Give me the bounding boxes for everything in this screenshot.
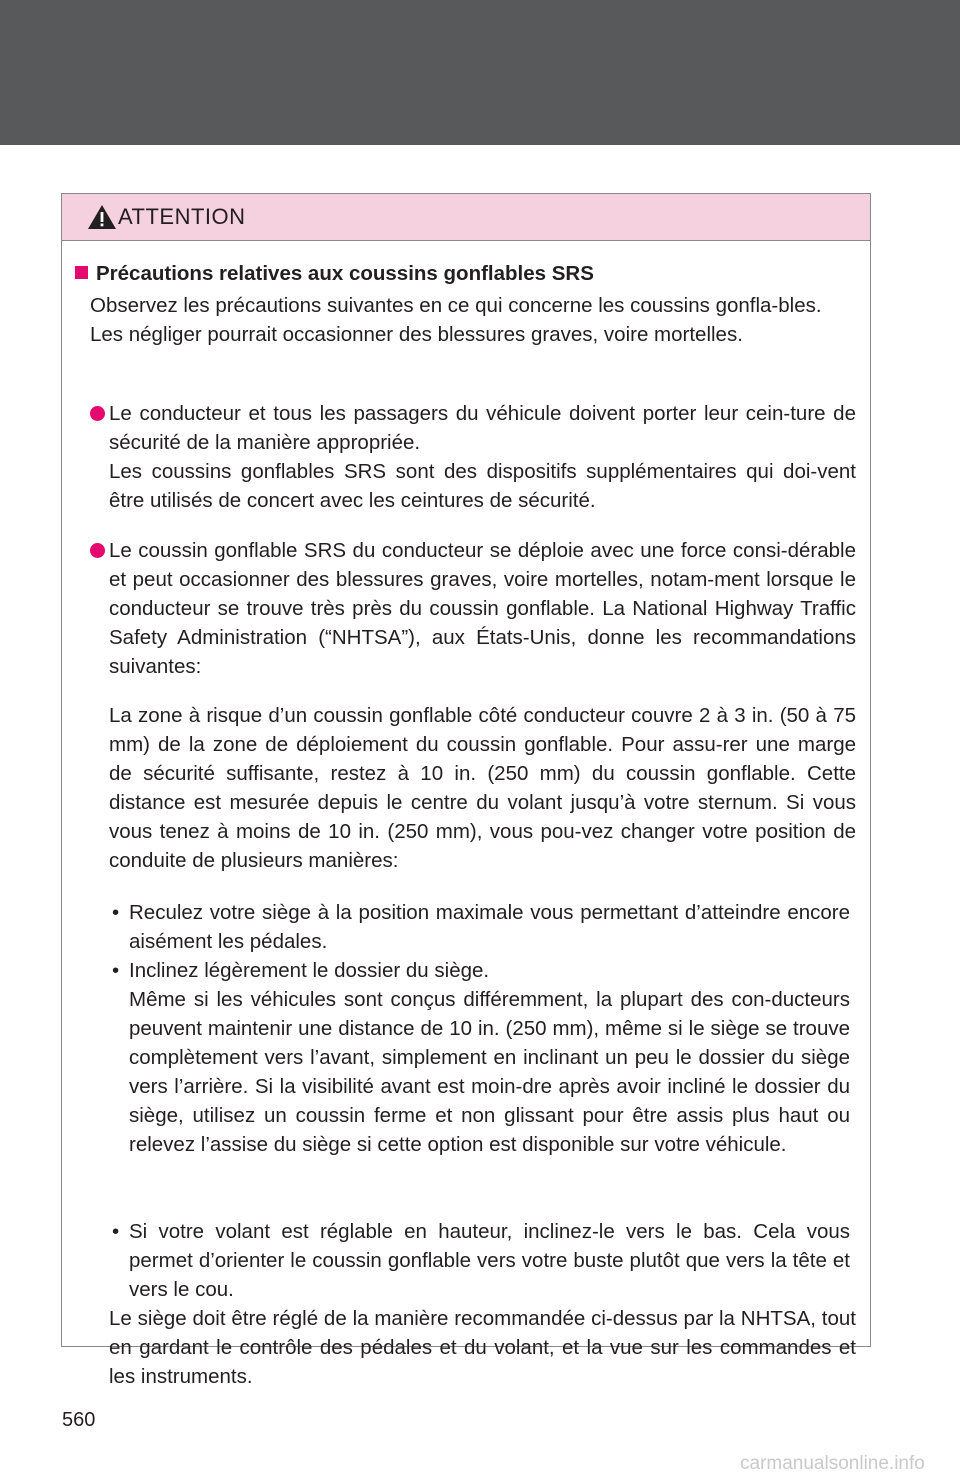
attention-content	[62, 241, 870, 1388]
pink-dot-icon	[90, 406, 105, 421]
pink-dot-icon	[90, 543, 105, 558]
section-heading	[75, 259, 594, 288]
bullet-item-2	[90, 536, 856, 681]
attention-header	[62, 194, 870, 241]
sub-item-1	[112, 898, 850, 956]
intro-paragraph	[90, 291, 856, 349]
sub-item-2-line-1: Inclinez légèrement le dossier du siège.	[129, 959, 490, 982]
intro-line-1: Observez les précautions suivantes en ce qui concerne les coussins gonfla-bles.	[90, 294, 822, 317]
top-band	[0, 0, 960, 145]
bullet-1-line-2: Les coussins gonflables SRS sont des dispositifs supplémentaires qui doi-vent être utilisés de concert avec les ceintures de sécurité.	[109, 460, 856, 512]
intro-line-2: Les négliger pourrait occasionner des blessures graves, voire mortelles.	[90, 323, 743, 346]
sub-item-2	[112, 956, 850, 1159]
bullet-item-1	[90, 399, 856, 515]
small-bullet-icon: •	[112, 901, 120, 924]
small-bullet-icon: •	[112, 959, 120, 982]
attention-title: ATTENTION	[118, 204, 246, 229]
warning-triangle-icon	[87, 204, 117, 230]
closing-paragraph: Le siège doit être réglé de la manière recommandée ci-dessus par la NHTSA, tout en gardant le contrôle des pédales et du volant, et la vue sur les commandes et les instruments.	[109, 1307, 856, 1388]
sub-item-3-text: Si votre volant est réglable en hauteur, inclinez-le vers le bas. Cela vous permet d’orienter le coussin gonflable vers votre buste plutôt que vers la tête et vers le cou.	[129, 1220, 850, 1301]
pink-square-icon	[75, 266, 88, 279]
small-bullet-icon: •	[112, 1220, 120, 1243]
sub-item-3	[112, 1217, 850, 1304]
page-number: 560	[62, 1409, 96, 1431]
watermark: carmanualsonline.info	[740, 1453, 925, 1474]
sub-item-2-line-2: Même si les véhicules sont conçus différemment, la plupart des con-ducteurs peuvent maintenir une distance de 10 in. (250 mm), même si le siège se trouve complètement vers l’avant, simplement en inclinant un peu le dossier du siège vers l’arrière. Si la visibilité avant est moin-dre après avoir incliné le dossier du siège, utilisez un coussin ferme et non glissant pour être assis plus haut ou relevez l’assise du siège si cette option est disponible sur votre véhicule.	[129, 988, 850, 1156]
section-heading-text: Précautions relatives aux coussins gonflables SRS	[96, 262, 594, 285]
zone-paragraph: La zone à risque d’un coussin gonflable côté conducteur couvre 2 à 3 in. (50 à 75 mm) de la zone de déploiement du coussin gonflable. Pour assu-rer une marge de sécurité suffisante, restez à 10 in. (250 mm) du coussin gonflable. Cette distance est mesurée depuis le centre du volant jusqu’à votre sternum. Si vous vous tenez à moins de 10 in. (250 mm), vous pou-vez changer votre position de conduite de plusieurs manières:	[109, 704, 856, 872]
sub-item-1-text: Reculez votre siège à la position maximale vous permettant d’atteindre encore aisément les pédales.	[129, 901, 850, 953]
bullet-1-line-1: Le conducteur et tous les passagers du véhicule doivent porter leur cein-ture de sécurité de la manière appropriée.	[109, 402, 856, 454]
attention-box	[61, 193, 871, 1388]
bullet-2-text: Le coussin gonflable SRS du conducteur se déploie avec une force consi-dérable et peut occasionner des blessures graves, voire mortelles, notam-ment lorsque le conducteur se trouve très près du coussin gonflable. La National Highway Traffic Safety Administration (“NHTSA”), aux États-Unis, donne les recommandations suivantes:	[109, 539, 856, 678]
